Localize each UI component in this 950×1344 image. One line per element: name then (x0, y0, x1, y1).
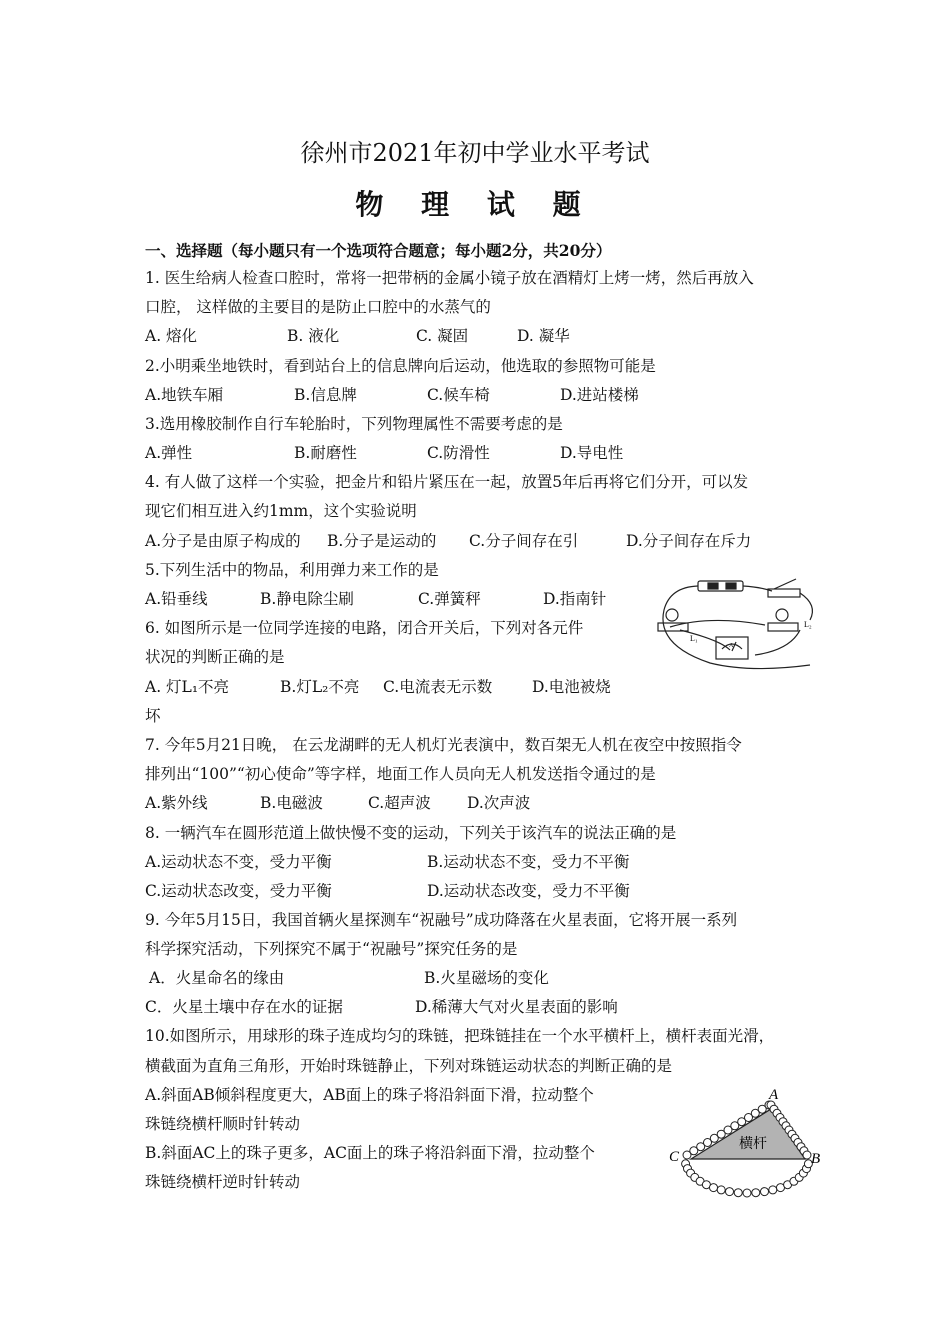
q7-option-c: C.超声波 (368, 794, 431, 812)
q5-option-c: C.弹簧秤 (418, 590, 481, 608)
q4-option-a: A.分子是由原子构成的 (145, 532, 301, 550)
q9-option-c: C．火星土壤中存在水的证据 (145, 998, 343, 1016)
q2-option-c: C.候车椅 (427, 386, 490, 404)
q9-stem-line2: 科学探究活动，下列探究不属于“祝融号”探究任务的是 (145, 940, 518, 958)
q10-option-a-line2: 珠链绕横杆顺时针转动 (145, 1115, 301, 1133)
q9-option-b: B.火星磁场的变化 (424, 969, 549, 987)
label-l2: L₂ (804, 620, 812, 629)
q2-option-a: A.地铁车厢 (145, 386, 224, 404)
bead (743, 1189, 751, 1197)
q6-option-d: D.电池被烧 (532, 678, 611, 696)
q9-option-d: D.稀薄大气对火星表面的影响 (415, 998, 618, 1016)
q2-stem: 2.小明乘坐地铁时，看到站台上的信息牌向后运动，他选取的参照物可能是 (145, 357, 656, 375)
lamp-l2-icon (768, 623, 798, 631)
label-ammeter: A (729, 643, 734, 649)
q3-stem: 3.选用橡胶制作自行车轮胎时，下列物理属性不需要考虑的是 (145, 415, 563, 433)
q10-option-b-line1: B.斜面AC上的珠子更多，AC面上的珠子将沿斜面下滑，拉动整个 (145, 1144, 595, 1162)
q6-option-c: C.电流表无示数 (383, 678, 493, 696)
q7-stem-line2: 排列出“100”“初心使命”等字样，地面工作人员向无人机发送指令通过的是 (145, 765, 656, 783)
q5-option-a: A.铅垂线 (145, 590, 208, 608)
q1-option-a: A. 熔化 (145, 327, 198, 345)
bead (761, 1188, 769, 1196)
q7-option-d: D.次声波 (467, 794, 531, 812)
q1-option-b: B. 液化 (287, 327, 340, 345)
label-c: C (669, 1149, 680, 1165)
q1-stem-line2: 口腔， 这样做的主要目的是防止口腔中的水蒸气的 (145, 298, 491, 316)
bead (803, 1151, 811, 1159)
q4-option-d: D.分子间存在斥力 (626, 532, 752, 550)
q10-stem-line2: 横截面为直角三角形，开始时珠链静止，下列对珠链运动状态的判断正确的是 (145, 1057, 673, 1075)
label-a: A (769, 1087, 779, 1103)
q5-stem: 5.下列生活中的物品，利用弹力来工作的是 (145, 561, 439, 579)
q6-option-d-continued: 坏 (145, 707, 161, 725)
q9-stem-line1: 9. 今年5月15日，我国首辆火星探测车“祝融号”成功降落在火星表面，它将开展一系列 (145, 911, 738, 929)
bead (734, 1189, 742, 1197)
q6-stem-line1: 6. 如图所示是一位同学连接的电路，闭合开关后，下列对各元件 (145, 619, 584, 637)
q8-option-b: B.运动状态不变，受力不平衡 (427, 853, 630, 871)
subject-title: 物 理 试 题 (355, 188, 595, 221)
q1-option-d: D. 凝华 (517, 327, 570, 345)
bead (769, 1186, 777, 1194)
bead (726, 1188, 734, 1196)
q7-option-b: B.电磁波 (260, 794, 323, 812)
q4-option-b: B.分子是运动的 (327, 532, 437, 550)
q8-option-a: A.运动状态不变，受力平衡 (145, 853, 332, 871)
label-l1: L₁ (690, 634, 698, 643)
q2-option-d: D.进站楼梯 (560, 386, 639, 404)
q10-option-b-line2: 珠链绕横杆逆时针转动 (145, 1173, 301, 1191)
label-b: B (811, 1151, 821, 1167)
q1-option-c: C. 凝固 (416, 327, 469, 345)
q5-option-d: D.指南针 (543, 590, 607, 608)
bead (710, 1184, 718, 1192)
q3-option-c: C.防滑性 (427, 444, 490, 462)
q4-stem-line1: 4. 有人做了这样一个实验，把金片和铅片紧压在一起，放置5年后再将它们分开，可以发 (145, 473, 749, 491)
section-heading: 一、选择题（每小题只有一个选项符合题意；每小题2分，共20分） (145, 241, 612, 260)
q8-option-d: D.运动状态改变，受力不平衡 (427, 882, 630, 900)
switch-icon (768, 589, 800, 597)
q8-option-c: C.运动状态改变，受力平衡 (145, 882, 332, 900)
q10-option-a-line1: A.斜面AB倾斜程度更大，AB面上的珠子将沿斜面下滑，拉动整个 (145, 1086, 594, 1104)
q1-stem-line1: 1. 医生给病人检查口腔时，常将一把带柄的金属小镜子放在酒精灯上烤一烤，然后再放入 (145, 269, 754, 287)
label-crossbar: 横杆 (739, 1136, 767, 1152)
q3-option-b: B.耐磨性 (294, 444, 357, 462)
q6-stem-line2: 状况的判断正确的是 (145, 648, 285, 666)
q5-option-b: B.静电除尘刷 (260, 590, 354, 608)
q4-stem-line2: 现它们相互进入约1mm，这个实验说明 (145, 502, 417, 520)
exam-title: 徐州市2021年初中学业水平考试 (300, 139, 650, 167)
q7-option-a: A.紫外线 (145, 794, 208, 812)
bead (717, 1186, 725, 1194)
q10-stem-line1: 10.如图所示，用球形的珠子连成均匀的珠链，把珠链挂在一个水平横杆上，横杆表面光滑， (145, 1027, 775, 1045)
bead (752, 1189, 760, 1197)
circuit-diagram (650, 575, 825, 675)
q3-option-a: A.弹性 (145, 444, 193, 462)
q6-option-b: B.灯L₂不亮 (280, 678, 360, 696)
q2-option-b: B.信息牌 (294, 386, 357, 404)
q8-stem: 8. 一辆汽车在圆形范道上做快慢不变的运动，下列关于该汽车的说法正确的是 (145, 824, 677, 842)
q4-option-c: C.分子间存在引 (469, 532, 579, 550)
q3-option-d: D.导电性 (560, 444, 624, 462)
bead-chain-diagram (665, 1083, 830, 1208)
q7-stem-line1: 7. 今年5月21日晚， 在云龙湖畔的无人机灯光表演中，数百架无人机在夜空中按照指令 (145, 736, 742, 754)
q9-option-a: A．火星命名的缘由 (149, 969, 285, 987)
q6-option-a: A. 灯L₁不亮 (145, 678, 230, 696)
